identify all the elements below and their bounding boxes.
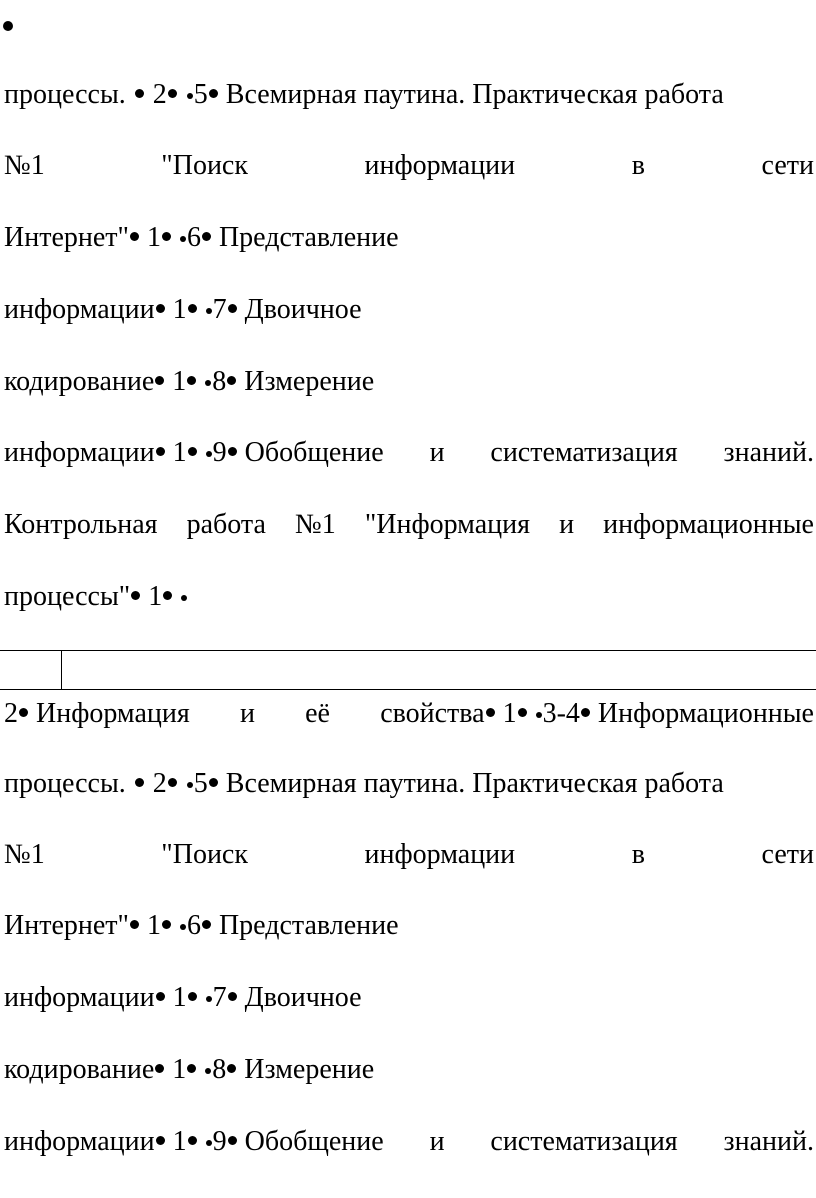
- text-line: Интернет" 1 6 Представление: [4, 910, 399, 941]
- bullet-icon: [486, 708, 495, 717]
- bullet-icon: [19, 708, 28, 717]
- bullet-icon: [227, 1064, 236, 1073]
- text-line: Интернет" 1 6 Представление: [4, 222, 399, 253]
- bullet-icon: [155, 376, 164, 385]
- bullet-icon: [228, 1136, 237, 1145]
- text-line: процессы" 1: [4, 580, 814, 614]
- bullet-icon: [3, 21, 13, 31]
- bullet-icon: [206, 451, 212, 457]
- bullet-icon: [156, 447, 165, 456]
- text-line: №1 "Поиск информации в сети: [4, 150, 814, 181]
- text-line: информации 1 9 Обобщение и систематизация знаний.: [4, 1126, 814, 1157]
- table-cell-divider: [61, 651, 62, 689]
- bullet-icon: [168, 89, 177, 98]
- text-line: Контрольная работа №1 "Информация и информационные: [4, 509, 814, 540]
- text-line: информации 1 9 Обобщение и систематизация знаний.: [4, 437, 814, 468]
- bullet-icon: [518, 708, 527, 717]
- bullet-icon: [163, 591, 172, 600]
- bullet-icon: [156, 1136, 165, 1145]
- bullet-icon: [202, 232, 211, 241]
- bullet-icon: [187, 1064, 196, 1073]
- bullet-icon: [206, 308, 212, 314]
- text-line: процессы. 2 5 Всемирная паутина. Практическая работа: [4, 79, 724, 110]
- bullet-icon: [205, 1068, 211, 1074]
- bullet-icon: [187, 93, 193, 99]
- bullet-icon: [135, 778, 144, 787]
- text-line: кодирование 1 8 Измерение: [4, 1054, 375, 1085]
- bullet-icon: [188, 304, 197, 313]
- bullet-icon: [188, 992, 197, 1001]
- bullet-icon: [188, 447, 197, 456]
- text-line: информации 1 7 Двоичное: [4, 294, 362, 325]
- bullet-icon: [206, 1140, 212, 1146]
- text-line: №1 "Поиск информации в сети: [4, 839, 814, 870]
- text-line: процессы. 2 5 Всемирная паутина. Практическая работа: [4, 768, 724, 799]
- bullet-icon: [228, 447, 237, 456]
- bullet-icon: [130, 232, 139, 241]
- bullet-icon: [180, 924, 186, 930]
- bullet-icon: [209, 89, 218, 98]
- bullet-icon: [187, 376, 196, 385]
- bullet-icon: [155, 1064, 164, 1073]
- bullet-icon: [188, 1136, 197, 1145]
- bullet-icon: [205, 380, 211, 386]
- bullet-icon: [536, 712, 542, 718]
- bullet-icon: [162, 232, 171, 241]
- bullet-icon: [206, 996, 212, 1002]
- bullet-icon: [181, 595, 187, 601]
- text-line: 2 Информация и её свойства 1 3-4 Информационные: [4, 698, 814, 729]
- bullet-icon: [131, 591, 140, 600]
- table-row: [0, 650, 816, 690]
- bullet-icon: [162, 920, 171, 929]
- bullet-icon: [228, 304, 237, 313]
- bullet-icon: [156, 992, 165, 1001]
- bullet-icon: [228, 992, 237, 1001]
- bullet-icon: [187, 782, 193, 788]
- bullet-icon: [227, 376, 236, 385]
- bullet-icon: [180, 236, 186, 242]
- bullet-icon: [168, 778, 177, 787]
- text-line: информации 1 7 Двоичное: [4, 982, 362, 1013]
- bullet-icon: [130, 920, 139, 929]
- bullet-icon: [209, 778, 218, 787]
- bullet-icon: [156, 304, 165, 313]
- text-line: кодирование 1 8 Измерение: [4, 366, 375, 397]
- bullet-icon: [135, 89, 144, 98]
- bullet-icon: [202, 920, 211, 929]
- bullet-icon: [581, 708, 590, 717]
